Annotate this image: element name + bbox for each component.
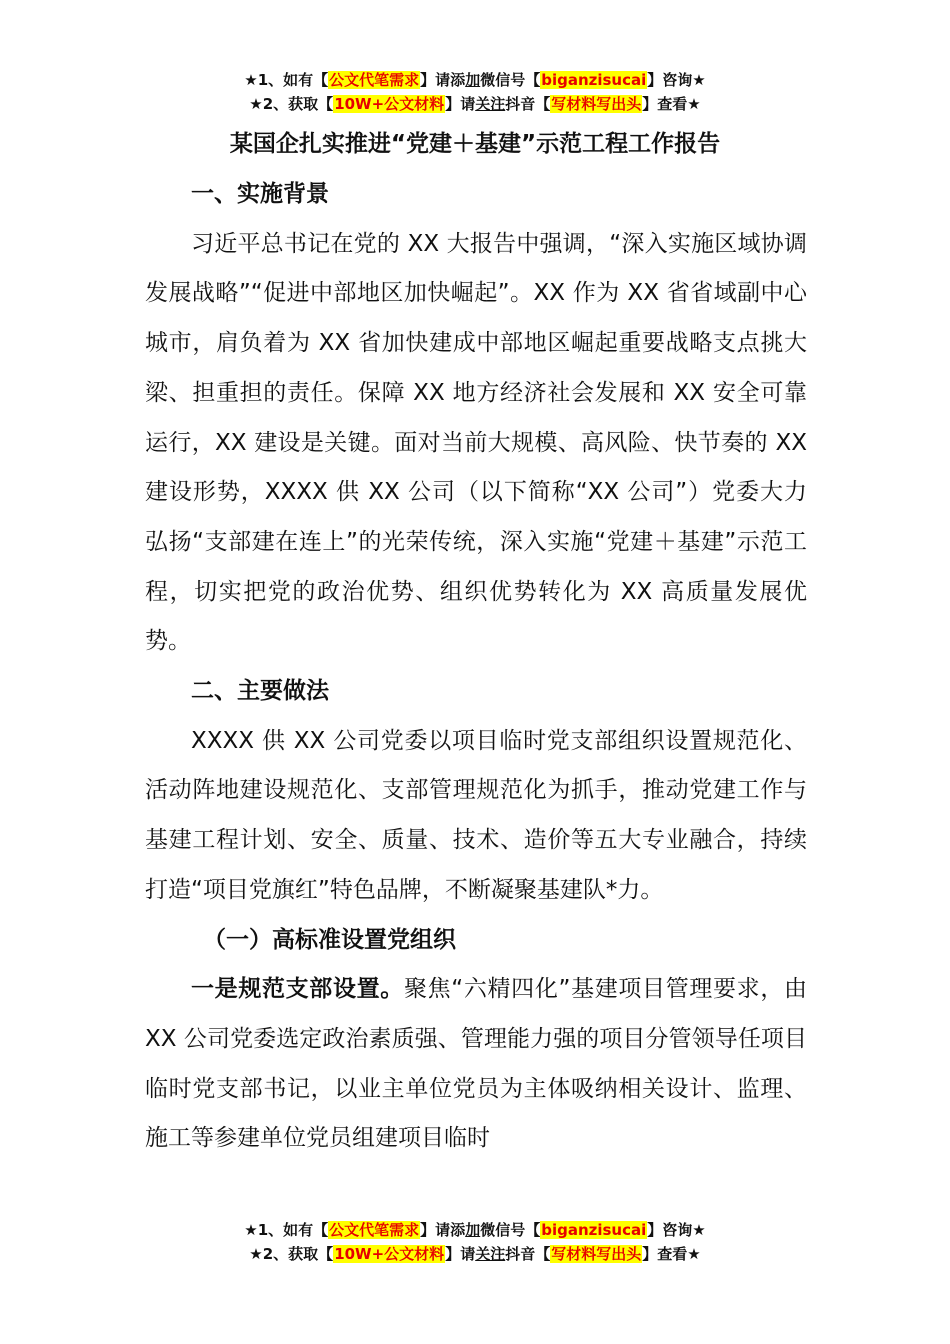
bottom-banner (0, 1218, 950, 1266)
banner-text: 】查看★ (642, 95, 701, 113)
banner-text: 】请 (445, 95, 476, 113)
banner-line-1 (0, 68, 950, 92)
banner-text: 】请添 (420, 1221, 466, 1239)
banner-text: 抖音【 (505, 1245, 551, 1263)
banner-underline: 关注 (475, 95, 506, 113)
banner-text: 】咨询★ (647, 71, 706, 89)
banner-highlight: biganzisucai (541, 1221, 647, 1239)
banner-line-2 (0, 92, 950, 116)
banner-highlight: 公文代笔需求 (329, 1221, 420, 1239)
paragraph-body: 聚焦“六精四化”基建项目管理要求，由 XX 公司党委选定政治素质强、管理能力强的项目分管领导任项目临时党支部书记，以业主单位党员为主体吸纳相关设计、监理、施工等参建单位党员组建项目临时 (145, 976, 808, 1152)
paragraph-background: 习近平总书记在党的 XX 大报告中强调，“深入实施区域协调发展战略”“促进中部地区加快崛起”。XX 作为 XX 省省域副中心城市，肩负着为 XX 省加快建成中部地区崛起重要战略支点挑大梁、担重担的责任。保障 XX 地方经济社会发展和 XX 安全可靠运行，XX 建设是关键。面对当前大规模、高风险、快节奏的 XX 建设形势，XXXX 供 XX 公司（以下简称“XX 公司”）党委大力弘扬“支部建在连上”的光荣传统，深入实施“党建＋基建”示范工程，切实把党的政治优势、组织优势转化为 XX 高质量发展优势。 (145, 230, 807, 655)
banner-underline: 关注 (475, 1245, 506, 1263)
banner-text: ★1、如有【 (244, 71, 329, 89)
subsection-heading: （一）高标准设置党组织 (203, 926, 456, 953)
banner-text: 】请 (445, 1245, 476, 1263)
paragraph-main-practices: XXXX 供 XX 公司党委以项目临时党支部组织设置规范化、活动阵地建设规范化、支部管理规范化为抓手，推动党建工作与基建工程计划、安全、质量、技术、造价等五大专业融合，持续打造“项目党旗红”特色品牌，不断凝聚基建队*力。 (145, 727, 807, 903)
banner-underline: 加 (465, 71, 481, 89)
banner-highlight: 10W+公文材料 (334, 1245, 445, 1263)
top-banner (0, 68, 950, 116)
banner-highlight: 公文代笔需求 (329, 71, 420, 89)
banner-text: 】请添 (420, 71, 466, 89)
banner-text: ★2、获取【 (249, 1245, 334, 1263)
document-body (145, 170, 807, 1164)
paragraph-branch-setup (145, 965, 807, 1164)
banner-text: 】查看★ (642, 1245, 701, 1263)
banner-text: 】咨询★ (647, 1221, 706, 1239)
section-heading-main-practices: 二、主要做法 (191, 678, 329, 705)
section-heading-background: 一、实施背景 (191, 181, 329, 207)
banner-text: ★1、如有【 (244, 1221, 329, 1239)
banner-text: 抖音【 (505, 95, 551, 113)
banner-text: ★2、获取【 (249, 95, 334, 113)
banner-highlight: 10W+公文材料 (334, 95, 445, 113)
banner-line-1 (0, 1218, 950, 1242)
banner-text: 微信号【 (480, 71, 541, 89)
banner-highlight: biganzisucai (541, 71, 647, 89)
document-title: 某国企扎实推进“党建＋基建”示范工程工作报告 (229, 131, 721, 157)
banner-text: 微信号【 (480, 1221, 541, 1239)
paragraph-lead: 一是规范支部设置。 (191, 976, 404, 1003)
banner-underline: 加 (465, 1221, 481, 1239)
banner-highlight: 写材料写出头 (551, 95, 642, 113)
banner-highlight: 写材料写出头 (551, 1245, 642, 1263)
banner-line-2 (0, 1242, 950, 1266)
